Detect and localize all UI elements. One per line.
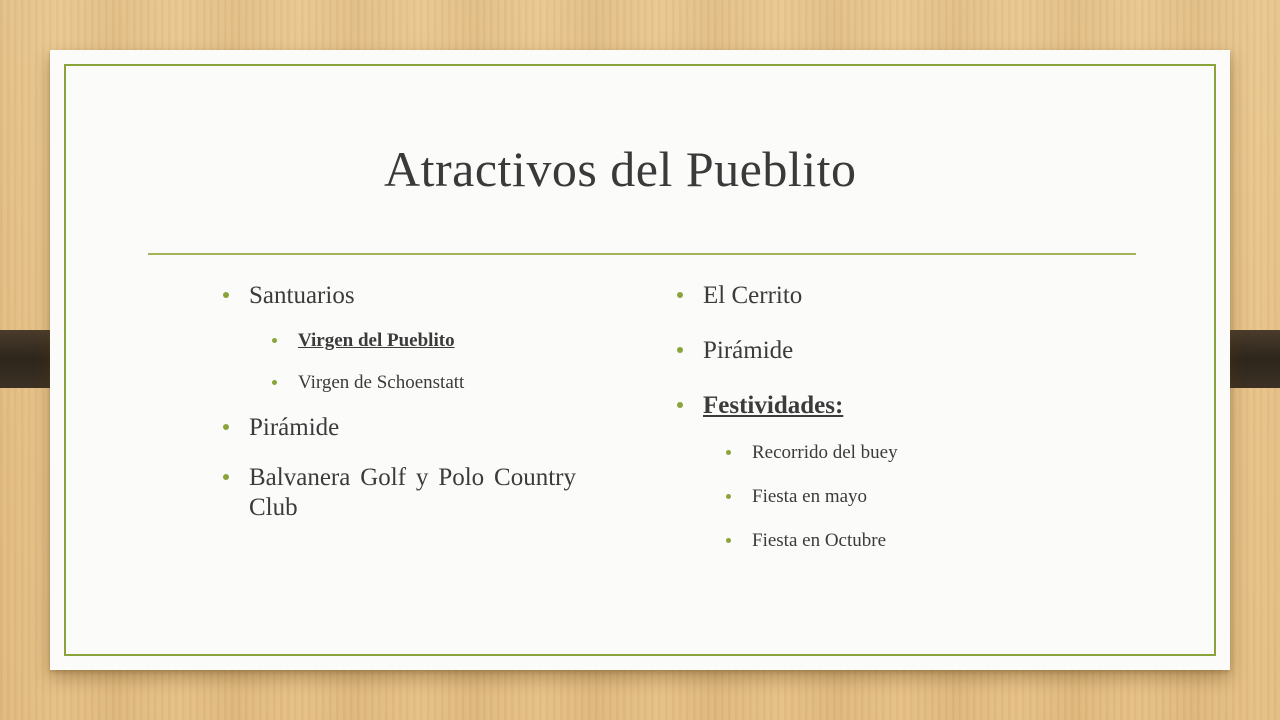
list-item-virgen-pueblito[interactable] <box>220 329 576 353</box>
list-item-label: Santuarios <box>249 282 355 309</box>
left-column <box>220 281 576 523</box>
virgen-pueblito-link[interactable]: Virgen del Pueblito <box>298 330 455 351</box>
list-item-label: Pirámide <box>703 337 794 364</box>
list-item-label: Balvanera Golf y Polo Country Club <box>249 464 576 521</box>
list-item-label: Virgen de Schoenstatt <box>298 372 465 393</box>
list-item-fiesta-octubre <box>674 529 1034 553</box>
list-item-label: Fiesta en mayo <box>752 486 868 507</box>
list-item-label: El Cerrito <box>703 282 803 309</box>
list-item-virgen-schoenstatt <box>220 371 576 395</box>
list-item-label: Recorrido del buey <box>752 442 898 463</box>
list-item-balvanera <box>220 463 576 523</box>
list-item-fiesta-mayo <box>674 485 1034 509</box>
list-item-santuarios <box>220 281 576 311</box>
right-column <box>674 281 1034 553</box>
right-bullet-list <box>674 281 1034 553</box>
list-item-label: Pirámide <box>249 414 340 441</box>
slide-title: Atractivos del Pueblito <box>384 141 857 197</box>
slide <box>50 50 1230 670</box>
left-bullet-list <box>220 281 576 523</box>
list-item-piramide <box>220 413 576 443</box>
list-item-label: Fiesta en Octubre <box>752 530 887 551</box>
list-item-el-cerrito <box>674 281 1034 311</box>
list-item-festividades <box>674 391 1034 421</box>
title-divider <box>148 253 1136 255</box>
festividades-heading: Festividades: <box>703 392 844 419</box>
list-item-recorrido <box>674 441 1034 465</box>
list-item-piramide-right <box>674 336 1034 366</box>
